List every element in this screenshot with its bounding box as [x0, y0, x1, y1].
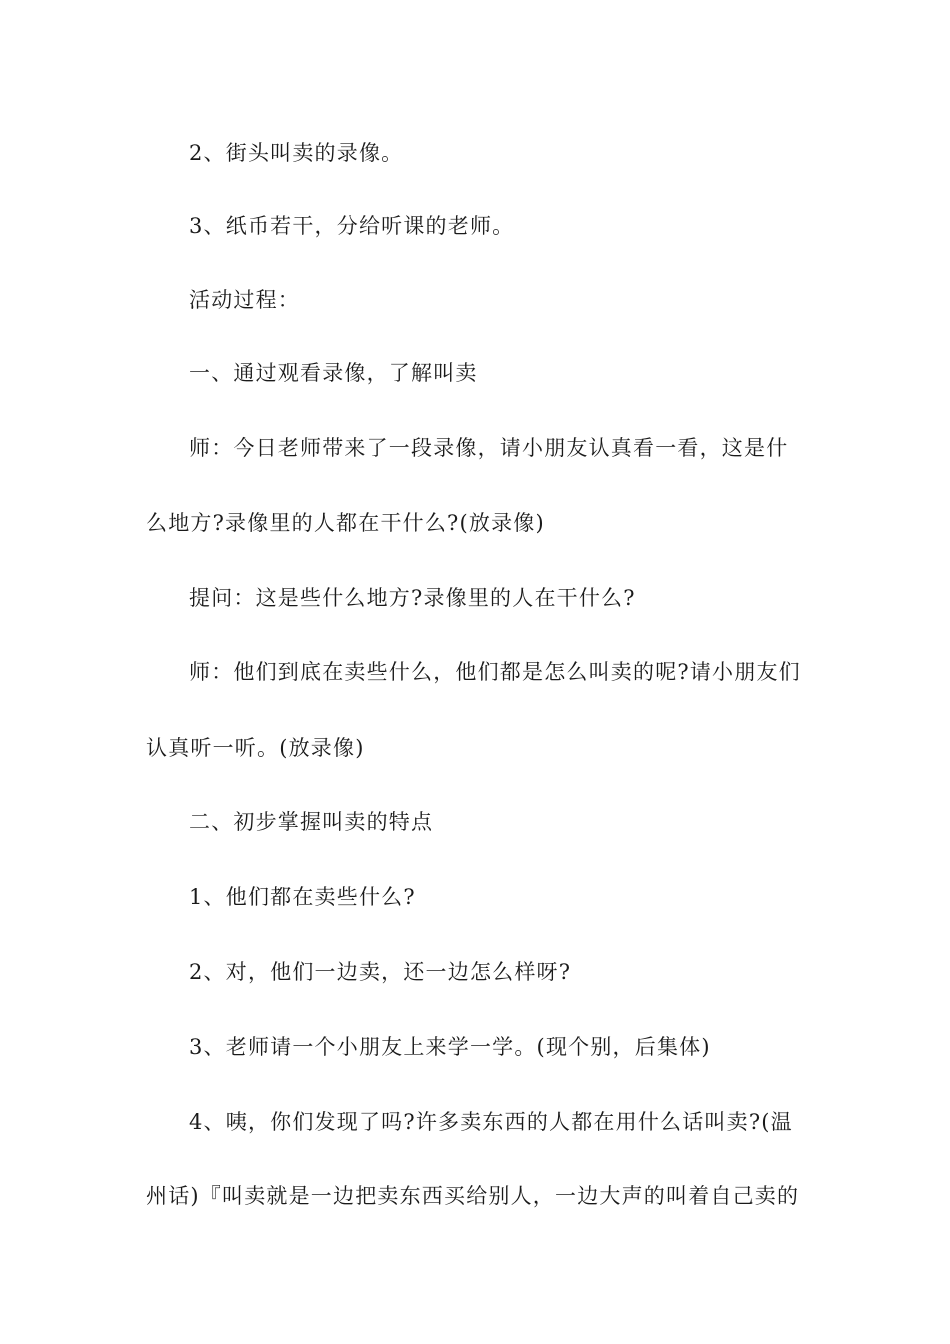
paragraph-line: 2、街头叫卖的录像。 [189, 141, 404, 165]
paragraph-line: 3、纸币若干，分给听课的老师。 [189, 214, 515, 238]
paragraph-line: 师：今日老师带来了一段录像，请小朋友认真看一看，这是什 [189, 436, 789, 460]
paragraph-line: 州话)『叫卖就是一边把卖东西买给别人，一边大声的叫着自己卖的 [146, 1184, 800, 1208]
paragraph-line: 1、他们都在卖些什么? [189, 885, 416, 909]
paragraph-line: 么地方?录像里的人都在干什么?(放录像) [146, 511, 545, 535]
section-heading: 活动过程： [189, 288, 300, 312]
section-heading: 一、通过观看录像，了解叫卖 [189, 361, 478, 385]
section-heading: 二、初步掌握叫卖的特点 [189, 810, 434, 834]
paragraph-line: 提问：这是些什么地方?录像里的人在干什么? [189, 586, 636, 610]
paragraph-line: 4、咦，你们发现了吗?许多卖东西的人都在用什么话叫卖?(温 [189, 1110, 793, 1134]
paragraph-line: 3、老师请一个小朋友上来学一学。(现个别，后集体) [189, 1035, 711, 1059]
paragraph-line: 2、对，他们一边卖，还一边怎么样呀? [189, 960, 572, 984]
paragraph-line: 师：他们到底在卖些什么，他们都是怎么叫卖的呢?请小朋友们 [189, 660, 801, 684]
paragraph-line: 认真听一听。(放录像) [146, 736, 365, 760]
